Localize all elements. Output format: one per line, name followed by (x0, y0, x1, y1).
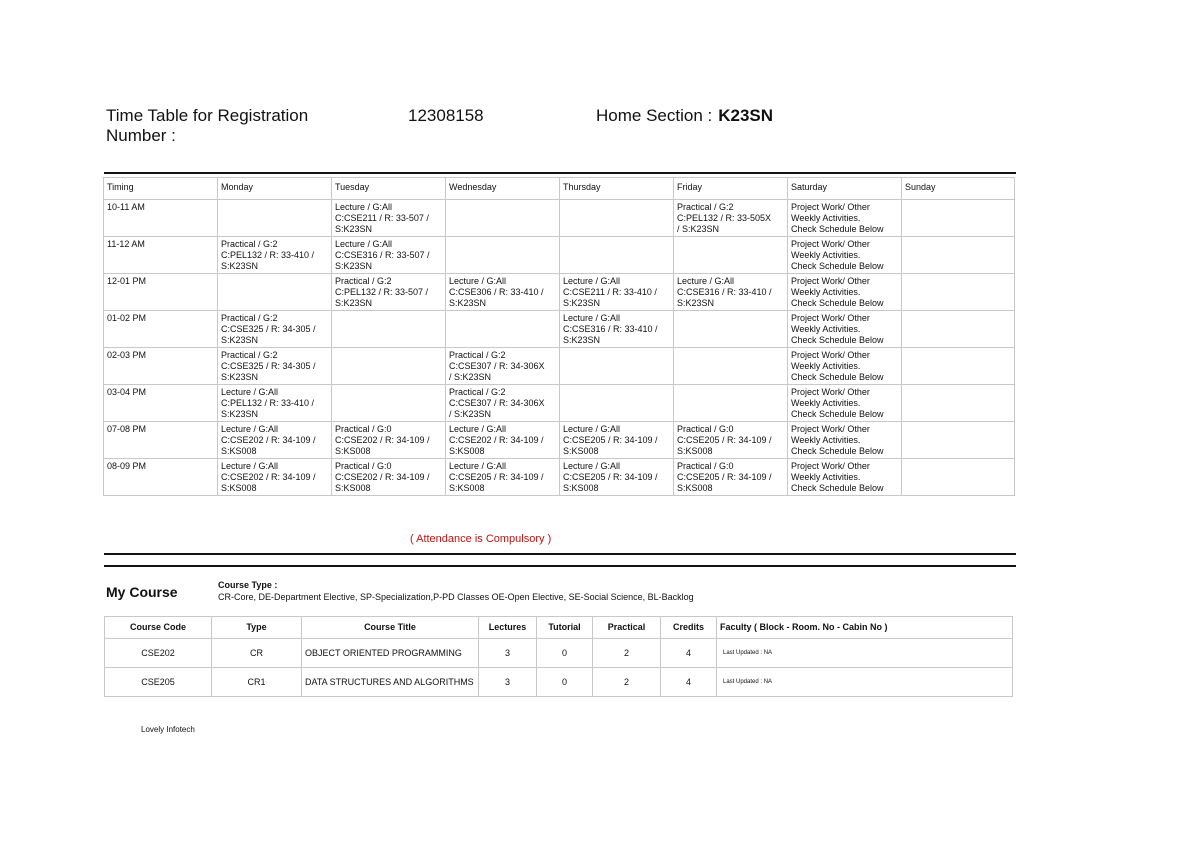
slot-line: Project Work/ Other (791, 202, 870, 212)
registration-label: Time Table for Registration Number : (106, 106, 309, 145)
timetable-row (104, 422, 1015, 459)
timetable-column-header: Friday (674, 178, 788, 200)
footer-brand: Lovely Infotech (141, 725, 195, 734)
timetable-row (104, 348, 1015, 385)
slot-line: Project Work/ Other (791, 313, 870, 323)
timing-cell: 02-03 PM (104, 348, 218, 385)
slot-line: C:PEL132 / R: 33-410 / (221, 250, 315, 260)
timetable-slot (560, 311, 674, 348)
slot-line: C:CSE205 / R: 34-109 / (563, 435, 658, 445)
slot-line: Practical / G:0 (677, 461, 734, 471)
timetable-row (104, 200, 1015, 237)
timetable-slot (674, 422, 788, 459)
slot-line: C:CSE202 / R: 34-109 / (221, 435, 316, 445)
slot-line: C:PEL132 / R: 33-410 / (221, 398, 315, 408)
timetable-slot (560, 459, 674, 496)
slot-line: Check Schedule Below (791, 446, 884, 456)
course-type-cell: CR (212, 639, 302, 668)
timetable-slot (788, 200, 902, 237)
course-type-label: Course Type : (218, 580, 278, 590)
timetable-slot (788, 459, 902, 496)
timetable-column-header: Tuesday (332, 178, 446, 200)
slot-line: C:CSE202 / R: 34-109 / (449, 435, 544, 445)
course-type-cell: CR1 (212, 668, 302, 697)
slot-line: Project Work/ Other (791, 239, 870, 249)
course-column-header: Practical (593, 617, 661, 639)
slot-line: S:K23SN (335, 224, 373, 234)
slot-line: Weekly Activities. (791, 213, 861, 223)
slot-line: / S:K23SN (677, 224, 720, 234)
timetable-slot (332, 200, 446, 237)
timetable-slot (332, 422, 446, 459)
timetable-slot (674, 385, 788, 422)
slot-line: S:KS008 (449, 446, 485, 456)
timetable-slot (902, 385, 1015, 422)
slot-line: Project Work/ Other (791, 387, 870, 397)
timetable-slot (446, 348, 560, 385)
course-faculty-cell: Last Updated : NA (717, 639, 1013, 668)
timetable-slot (446, 200, 560, 237)
timetable-column-header: Wednesday (446, 178, 560, 200)
timetable-column-header: Monday (218, 178, 332, 200)
timetable-column-header: Timing (104, 178, 218, 200)
slot-line: S:K23SN (221, 261, 259, 271)
slot-line: C:CSE202 / R: 34-109 / (335, 472, 430, 482)
timetable-slot (674, 237, 788, 274)
slot-line: / S:K23SN (449, 409, 492, 419)
slot-line: Project Work/ Other (791, 276, 870, 286)
slot-line: Lecture / G:All (335, 239, 393, 249)
slot-line: Weekly Activities. (791, 472, 861, 482)
course-tutorial-cell: 0 (537, 639, 593, 668)
timetable-slot (218, 459, 332, 496)
slot-line: Weekly Activities. (791, 435, 861, 445)
slot-line: C:CSE316 / R: 33-507 / (335, 250, 430, 260)
slot-line: S:K23SN (221, 372, 259, 382)
slot-line: Check Schedule Below (791, 372, 884, 382)
slot-line: Lecture / G:All (335, 202, 393, 212)
slot-line: Weekly Activities. (791, 250, 861, 260)
slot-line: Project Work/ Other (791, 424, 870, 434)
timetable-slot (902, 311, 1015, 348)
slot-line: C:CSE205 / R: 34-109 / (563, 472, 658, 482)
timetable-slot (902, 348, 1015, 385)
slot-line: S:K23SN (563, 335, 601, 345)
course-table (104, 616, 1013, 697)
timetable-slot (446, 422, 560, 459)
timetable-slot (218, 422, 332, 459)
timetable-slot (218, 385, 332, 422)
timetable-column-header: Saturday (788, 178, 902, 200)
timetable-slot (218, 200, 332, 237)
header-divider (104, 172, 1016, 174)
slot-line: S:KS008 (449, 483, 485, 493)
slot-line: / S:K23SN (449, 372, 492, 382)
slot-line: Lecture / G:All (221, 461, 279, 471)
timetable-slot (332, 274, 446, 311)
timetable-slot (446, 237, 560, 274)
slot-line: C:CSE307 / R: 34-306X (449, 398, 545, 408)
slot-line: C:CSE205 / R: 34-109 / (677, 435, 772, 445)
slot-line: S:K23SN (335, 261, 373, 271)
slot-line: Practical / G:2 (677, 202, 734, 212)
slot-line: Practical / G:2 (335, 276, 392, 286)
timing-cell: 08-09 PM (104, 459, 218, 496)
slot-line: Weekly Activities. (791, 324, 861, 334)
slot-line: C:PEL132 / R: 33-507 / (335, 287, 429, 297)
slot-line: C:CSE202 / R: 34-109 / (221, 472, 316, 482)
course-tutorial-cell: 0 (537, 668, 593, 697)
timetable (103, 177, 1015, 496)
course-title-cell: OBJECT ORIENTED PROGRAMMING (302, 639, 479, 668)
home-section-value: K23SN (718, 106, 774, 125)
slot-line: Lecture / G:All (449, 424, 507, 434)
course-column-header: Course Code (105, 617, 212, 639)
slot-line: C:CSE325 / R: 34-305 / (221, 324, 316, 334)
slot-line: Lecture / G:All (221, 424, 279, 434)
timetable-slot (902, 459, 1015, 496)
slot-line: S:KS008 (335, 446, 371, 456)
course-column-header: Tutorial (537, 617, 593, 639)
slot-line: Lecture / G:All (563, 424, 621, 434)
slot-line: Check Schedule Below (791, 261, 884, 271)
timetable-slot (674, 311, 788, 348)
timetable-slot (560, 237, 674, 274)
course-credits-cell: 4 (661, 668, 717, 697)
course-column-header: Type (212, 617, 302, 639)
slot-line: C:CSE205 / R: 34-109 / (677, 472, 772, 482)
slot-line: S:KS008 (677, 483, 713, 493)
course-faculty-cell: Last Updated : NA (717, 668, 1013, 697)
slot-line: S:KS008 (335, 483, 371, 493)
timing-cell: 01-02 PM (104, 311, 218, 348)
course-table-header-row (105, 617, 1013, 639)
timetable-slot (902, 422, 1015, 459)
timetable-row (104, 385, 1015, 422)
timing-cell: 12-01 PM (104, 274, 218, 311)
slot-line: C:CSE306 / R: 33-410 / (449, 287, 544, 297)
timetable-slot (674, 274, 788, 311)
timetable-slot (902, 200, 1015, 237)
slot-line: C:CSE211 / R: 33-410 / (563, 287, 657, 297)
course-code-cell: CSE205 (105, 668, 212, 697)
timetable-slot (788, 422, 902, 459)
slot-line: S:KS008 (221, 446, 257, 456)
slot-line: Practical / G:2 (221, 239, 278, 249)
course-column-header: Credits (661, 617, 717, 639)
course-column-header: Lectures (479, 617, 537, 639)
slot-line: S:K23SN (221, 409, 259, 419)
slot-line: C:CSE307 / R: 34-306X (449, 361, 545, 371)
slot-line: Lecture / G:All (221, 387, 279, 397)
timing-cell: 11-12 AM (104, 237, 218, 274)
slot-line: Practical / G:2 (221, 313, 278, 323)
course-type-description: CR-Core, DE-Department Elective, SP-Specialization,P-PD Classes OE-Open Elective, SE-Social Science, BL-Backlog (218, 592, 694, 602)
timetable-slot (902, 274, 1015, 311)
timetable-slot (560, 274, 674, 311)
slot-line: Practical / G:0 (677, 424, 734, 434)
timetable-column-header: Sunday (902, 178, 1015, 200)
slot-line: Check Schedule Below (791, 224, 884, 234)
course-code-cell: CSE202 (105, 639, 212, 668)
registration-number: 12308158 (408, 106, 484, 125)
slot-line: Lecture / G:All (563, 276, 621, 286)
slot-line: S:KS008 (677, 446, 713, 456)
timetable-slot (332, 348, 446, 385)
timetable-row (104, 237, 1015, 274)
timetable-slot (674, 459, 788, 496)
course-column-header: Faculty ( Block - Room. No - Cabin No ) (717, 617, 1013, 639)
slot-line: C:CSE205 / R: 34-109 / (449, 472, 544, 482)
timetable-row (104, 459, 1015, 496)
slot-line: Practical / G:2 (221, 350, 278, 360)
timetable-slot (332, 385, 446, 422)
timetable-slot (560, 348, 674, 385)
timetable-slot (674, 348, 788, 385)
slot-line: C:CSE316 / R: 33-410 / (563, 324, 658, 334)
timetable-slot (446, 385, 560, 422)
slot-line: Weekly Activities. (791, 398, 861, 408)
slot-line: Weekly Activities. (791, 361, 861, 371)
timetable-slot (332, 311, 446, 348)
attendance-note: ( Attendance is Compulsory ) (410, 533, 552, 545)
timetable-slot (446, 274, 560, 311)
slot-line: Lecture / G:All (449, 276, 507, 286)
course-row (105, 668, 1013, 697)
course-credits-cell: 4 (661, 639, 717, 668)
timetable-slot (788, 274, 902, 311)
course-practical-cell: 2 (593, 668, 661, 697)
slot-line: Lecture / G:All (563, 461, 621, 471)
my-course-title: My Course (106, 584, 178, 600)
slot-line: S:KS008 (563, 483, 599, 493)
course-lectures-cell: 3 (479, 639, 537, 668)
timetable-row (104, 311, 1015, 348)
slot-line: C:CSE202 / R: 34-109 / (335, 435, 430, 445)
timing-cell: 03-04 PM (104, 385, 218, 422)
home-section-label: Home Section : (596, 106, 713, 125)
slot-line: C:CSE316 / R: 33-410 / (677, 287, 772, 297)
slot-line: Lecture / G:All (449, 461, 507, 471)
timetable-slot (332, 237, 446, 274)
timetable-slot (560, 200, 674, 237)
timetable-slot (218, 348, 332, 385)
timetable-header-row (104, 178, 1015, 200)
slot-line: Practical / G:2 (449, 387, 506, 397)
page-header (106, 106, 1016, 150)
slot-line: S:K23SN (563, 298, 601, 308)
slot-line: Check Schedule Below (791, 409, 884, 419)
slot-line: Check Schedule Below (791, 483, 884, 493)
timetable-slot (332, 459, 446, 496)
slot-line: Project Work/ Other (791, 350, 870, 360)
timetable-slot (788, 237, 902, 274)
timetable-slot (218, 274, 332, 311)
course-lectures-cell: 3 (479, 668, 537, 697)
course-row (105, 639, 1013, 668)
slot-line: Practical / G:0 (335, 424, 392, 434)
timetable-slot (788, 385, 902, 422)
timetable-slot (788, 311, 902, 348)
slot-line: Project Work/ Other (791, 461, 870, 471)
timetable-slot (674, 200, 788, 237)
timing-cell: 10-11 AM (104, 200, 218, 237)
slot-line: Check Schedule Below (791, 335, 884, 345)
course-practical-cell: 2 (593, 639, 661, 668)
timetable-slot (560, 422, 674, 459)
timetable-slot (788, 348, 902, 385)
timetable-slot (446, 459, 560, 496)
home-section (596, 106, 826, 126)
timing-cell: 07-08 PM (104, 422, 218, 459)
timetable-slot (218, 311, 332, 348)
slot-line: S:K23SN (449, 298, 487, 308)
slot-line: S:KS008 (221, 483, 257, 493)
timetable-slot (560, 385, 674, 422)
slot-line: C:CSE325 / R: 34-305 / (221, 361, 316, 371)
course-title-cell: DATA STRUCTURES AND ALGORITHMS (302, 668, 479, 697)
section-divider-top (104, 553, 1016, 555)
course-column-header: Course Title (302, 617, 479, 639)
slot-line: C:CSE211 / R: 33-507 / (335, 213, 429, 223)
slot-line: S:KS008 (563, 446, 599, 456)
slot-line: C:PEL132 / R: 33-505X (677, 213, 772, 223)
section-divider-bottom (104, 565, 1016, 567)
slot-line: S:K23SN (221, 335, 259, 345)
timetable-slot (446, 311, 560, 348)
slot-line: Lecture / G:All (563, 313, 621, 323)
timetable-slot (218, 237, 332, 274)
slot-line: Practical / G:0 (335, 461, 392, 471)
timetable-slot (902, 237, 1015, 274)
slot-line: Check Schedule Below (791, 298, 884, 308)
timetable-column-header: Thursday (560, 178, 674, 200)
slot-line: Practical / G:2 (449, 350, 506, 360)
timetable-row (104, 274, 1015, 311)
slot-line: S:K23SN (677, 298, 715, 308)
slot-line: Lecture / G:All (677, 276, 735, 286)
slot-line: S:K23SN (335, 298, 373, 308)
slot-line: Weekly Activities. (791, 287, 861, 297)
